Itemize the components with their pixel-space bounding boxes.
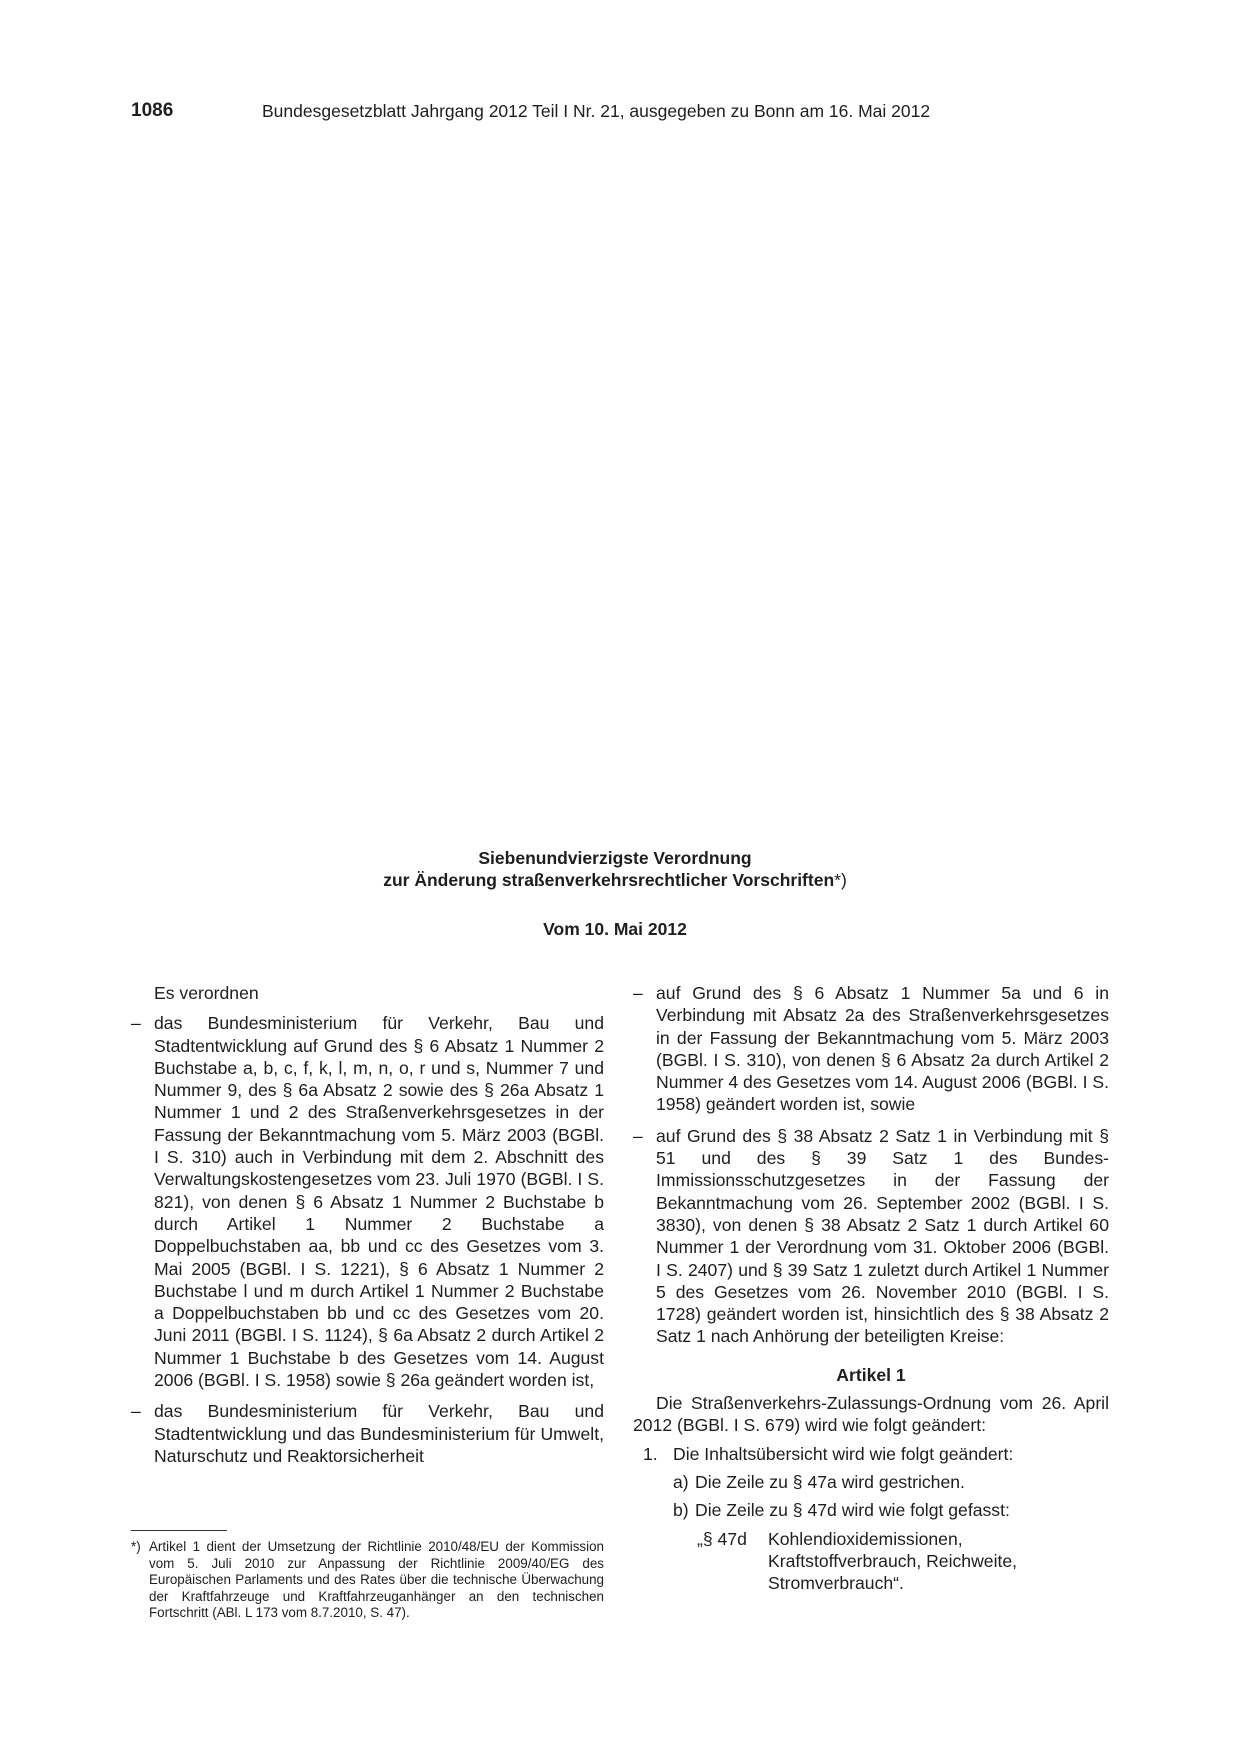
footnote-divider (131, 1530, 227, 1531)
title-line-2-text: zur Änderung straßenverkehrsrechtlicher Vorschriften (383, 870, 835, 890)
document-date: Vom 10. Mai 2012 (543, 919, 687, 939)
list-item (131, 1012, 604, 1391)
list-item (633, 982, 1109, 1116)
item-letter: b) (673, 1500, 689, 1521)
right-column (633, 982, 1109, 1594)
intro-text: Es verordnen (154, 983, 259, 1003)
article-heading: Artikel 1 (836, 1364, 906, 1385)
running-head: Bundesgesetzblatt Jahrgang 2012 Teil I Nr. 21, ausgegeben zu Bonn am 16. Mai 2012 (262, 101, 931, 121)
lettered-item (633, 1471, 1109, 1493)
list-item-text: das Bundesministerium für Verkehr, Bau und Stadtentwicklung und das Bundesministerium für Umwelt, Naturschutz und Reaktorsicherheit (154, 1401, 604, 1466)
list-item (131, 1400, 604, 1467)
lettered-item (633, 1499, 1109, 1521)
dash-bullet: – (633, 1125, 643, 1146)
lettered-item-text: Die Zeile zu § 47a wird gestrichen. (695, 1471, 965, 1492)
item-number: 1. (643, 1443, 658, 1464)
dash-bullet: – (633, 983, 643, 1003)
list-item-text: das Bundesministerium für Verkehr, Bau und Stadtentwicklung auf Grund des § 6 Absatz 1 Nummer 2 Buchstabe a, b, c, f, k, l, m, n, o, r und s, Nummer 7 und Nummer 9, des § 6a Absatz 2 sowie des § 26a Absatz 1 Nummer 1 und 2 des Straßenverkehrsgesetzes in der Fassung der Bekanntmachung vom 5. März 2003 (BGBl. I S. 310) auch in Verbindung mit dem 2. Abschnitt des Verwaltungskostengesetzes vom 23. Juli 1970 (BGBl. I S. 821), von denen § 6 Absatz 1 Nummer 2 Buchstabe b durch Artikel 1 Nummer 2 Buchstabe a Doppelbuchstaben aa, bb und cc des Gesetzes vom 3. Mai 2005 (BGBl. I S. 1221), § 6 Absatz 1 Nummer 2 Buchstabe l und m durch Artikel 1 Nummer 2 Buchstabe a Doppelbuchstaben bb und cc des Gesetzes vom 20. Juni 2011 (BGBl. I S. 1124), § 6a Absatz 2 durch Artikel 2 Nummer 1 Buchstabe b des Gesetzes vom 14. August 2006 (BGBl. I S. 1958) sowie § 26a geändert worden ist, (154, 1013, 604, 1391)
list-item (633, 1125, 1109, 1348)
quoted-entry-text: Kohlendioxidemissionen, Kraftstoffverbrauch, Reichweite, Stromverbrauch“. (768, 1528, 1018, 1594)
article-body: Die Straßenverkehrs-Zulassungs-Ordnung vom 26. April 2012 (BGBl. I S. 679) wird wie folgt geändert: (633, 1393, 1109, 1436)
lettered-item-text: Die Zeile zu § 47d wird wie folgt gefasst: (695, 1500, 1010, 1521)
footnote-mark: *) (131, 1539, 141, 1554)
dash-bullet: – (131, 1401, 141, 1422)
dash-bullet: – (131, 1013, 141, 1034)
quoted-entry (633, 1528, 1109, 1595)
item-letter: a) (673, 1471, 689, 1492)
numbered-item-text: Die Inhaltsübersicht wird wie folgt geändert: (673, 1443, 1014, 1464)
page-number: 1086 (131, 100, 174, 121)
numbered-item (633, 1443, 1109, 1465)
left-column (131, 982, 604, 1476)
quoted-entry-label: „§ 47d (697, 1528, 747, 1549)
list-item-text: auf Grund des § 6 Absatz 1 Nummer 5a und 6 in Verbindung mit Absatz 2a des Straßenverkehrsgesetzes in der Fassung der Bekanntmachung vom 5. März 2003 (BGBl. I S. 310), von denen § 6 Absatz 2a durch Artikel 2 Nummer 4 des Gesetzes vom 14. August 2006 (BGBl. I S. 1958) geändert worden ist, sowie (656, 983, 1109, 1115)
title-footnote-ref[interactable]: *) (834, 870, 847, 890)
list-item-text: auf Grund des § 38 Absatz 2 Satz 1 in Verbindung mit § 51 und des § 39 Satz 1 des Bundes-Immissionsschutzgesetzes in der Fassung der Bekanntmachung vom 26. September 2002 (BGBl. I S. 3830), von denen § 38 Absatz 2 Satz 1 durch Artikel 60 Nummer 1 der Verordnung vom 31. Oktober 2006 (BGBl. I S. 2407) und § 39 Satz 1 zuletzt durch Artikel 1 Nummer 5 des Gesetzes vom 26. November 2010 (BGBl. I S. 1728) geändert worden ist, hinsichtlich des § 38 Absatz 2 Satz 1 nach Anhörung der beteiligten Kreise: (656, 1125, 1109, 1347)
title-line-2 (300, 869, 930, 891)
footnote-text: Artikel 1 dient der Umsetzung der Richtlinie 2010/48/EU der Kommission vom 5. Juli 2010 zur Anpassung der Richtlinie 2009/40/EG des Europäischen Parlaments und des Rates über die technische Überwachung der Kraftfahrzeuge und Kraftfahrzeuganhänger an den technischen Fortschritt (ABl. L 173 vom 8.7.2010, S. 47). (149, 1539, 604, 1621)
document-title (300, 847, 930, 891)
title-line-1: Siebenundvierzigste Verordnung (478, 848, 752, 868)
footnote (131, 1539, 604, 1622)
